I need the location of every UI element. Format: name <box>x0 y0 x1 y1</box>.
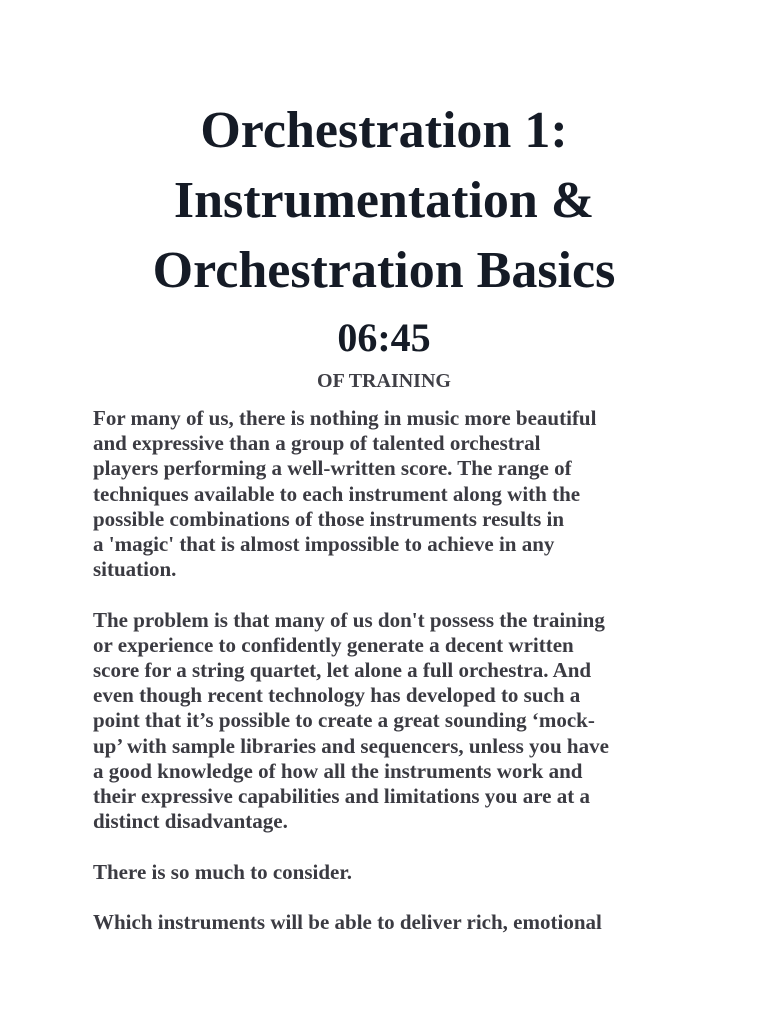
text-line: and expressive than a group of talented orchestral <box>93 431 541 456</box>
text-line: players performing a well-written score. The range of <box>93 456 572 481</box>
description-paragraph <box>93 608 693 835</box>
text-line: Which instruments will be able to deliver rich, emotional <box>93 910 602 935</box>
text-line: score for a string quartet, let alone a full orchestra. And <box>93 658 592 683</box>
course-title-line: Orchestration 1: <box>200 102 568 159</box>
text-line: situation. <box>93 557 177 582</box>
course-title-line: Orchestration Basics <box>152 242 616 299</box>
text-line: There is so much to consider. <box>93 859 353 884</box>
text-line: techniques available to each instrument along with the <box>93 481 581 506</box>
text-line: The problem is that many of us don't possess the training <box>93 607 605 632</box>
description-paragraph <box>93 406 693 582</box>
text-line: up’ with sample libraries and sequencers, unless you have <box>93 733 609 758</box>
course-title <box>0 96 768 306</box>
text-line: point that it’s possible to create a great sounding ‘mock- <box>93 708 595 733</box>
training-duration-label: OF TRAINING <box>317 370 451 392</box>
text-line: even though recent technology has developed to such a <box>93 683 581 708</box>
description-paragraph <box>93 860 693 885</box>
text-line: their expressive capabilities and limitations you are at a <box>93 784 590 809</box>
course-description <box>93 406 693 960</box>
description-paragraph <box>93 910 693 935</box>
text-line: or experience to confidently generate a decent written <box>93 632 574 657</box>
text-line: a good knowledge of how all the instruments work and <box>93 758 583 783</box>
text-line: possible combinations of those instruments results in <box>93 506 565 531</box>
course-title-line: Instrumentation & <box>173 172 595 229</box>
text-line: distinct disadvantage. <box>93 809 288 834</box>
text-line: a 'magic' that is almost impossible to achieve in any <box>93 532 555 557</box>
text-line: For many of us, there is nothing in music more beautiful <box>93 406 597 430</box>
training-duration: 06:45 <box>337 315 431 360</box>
